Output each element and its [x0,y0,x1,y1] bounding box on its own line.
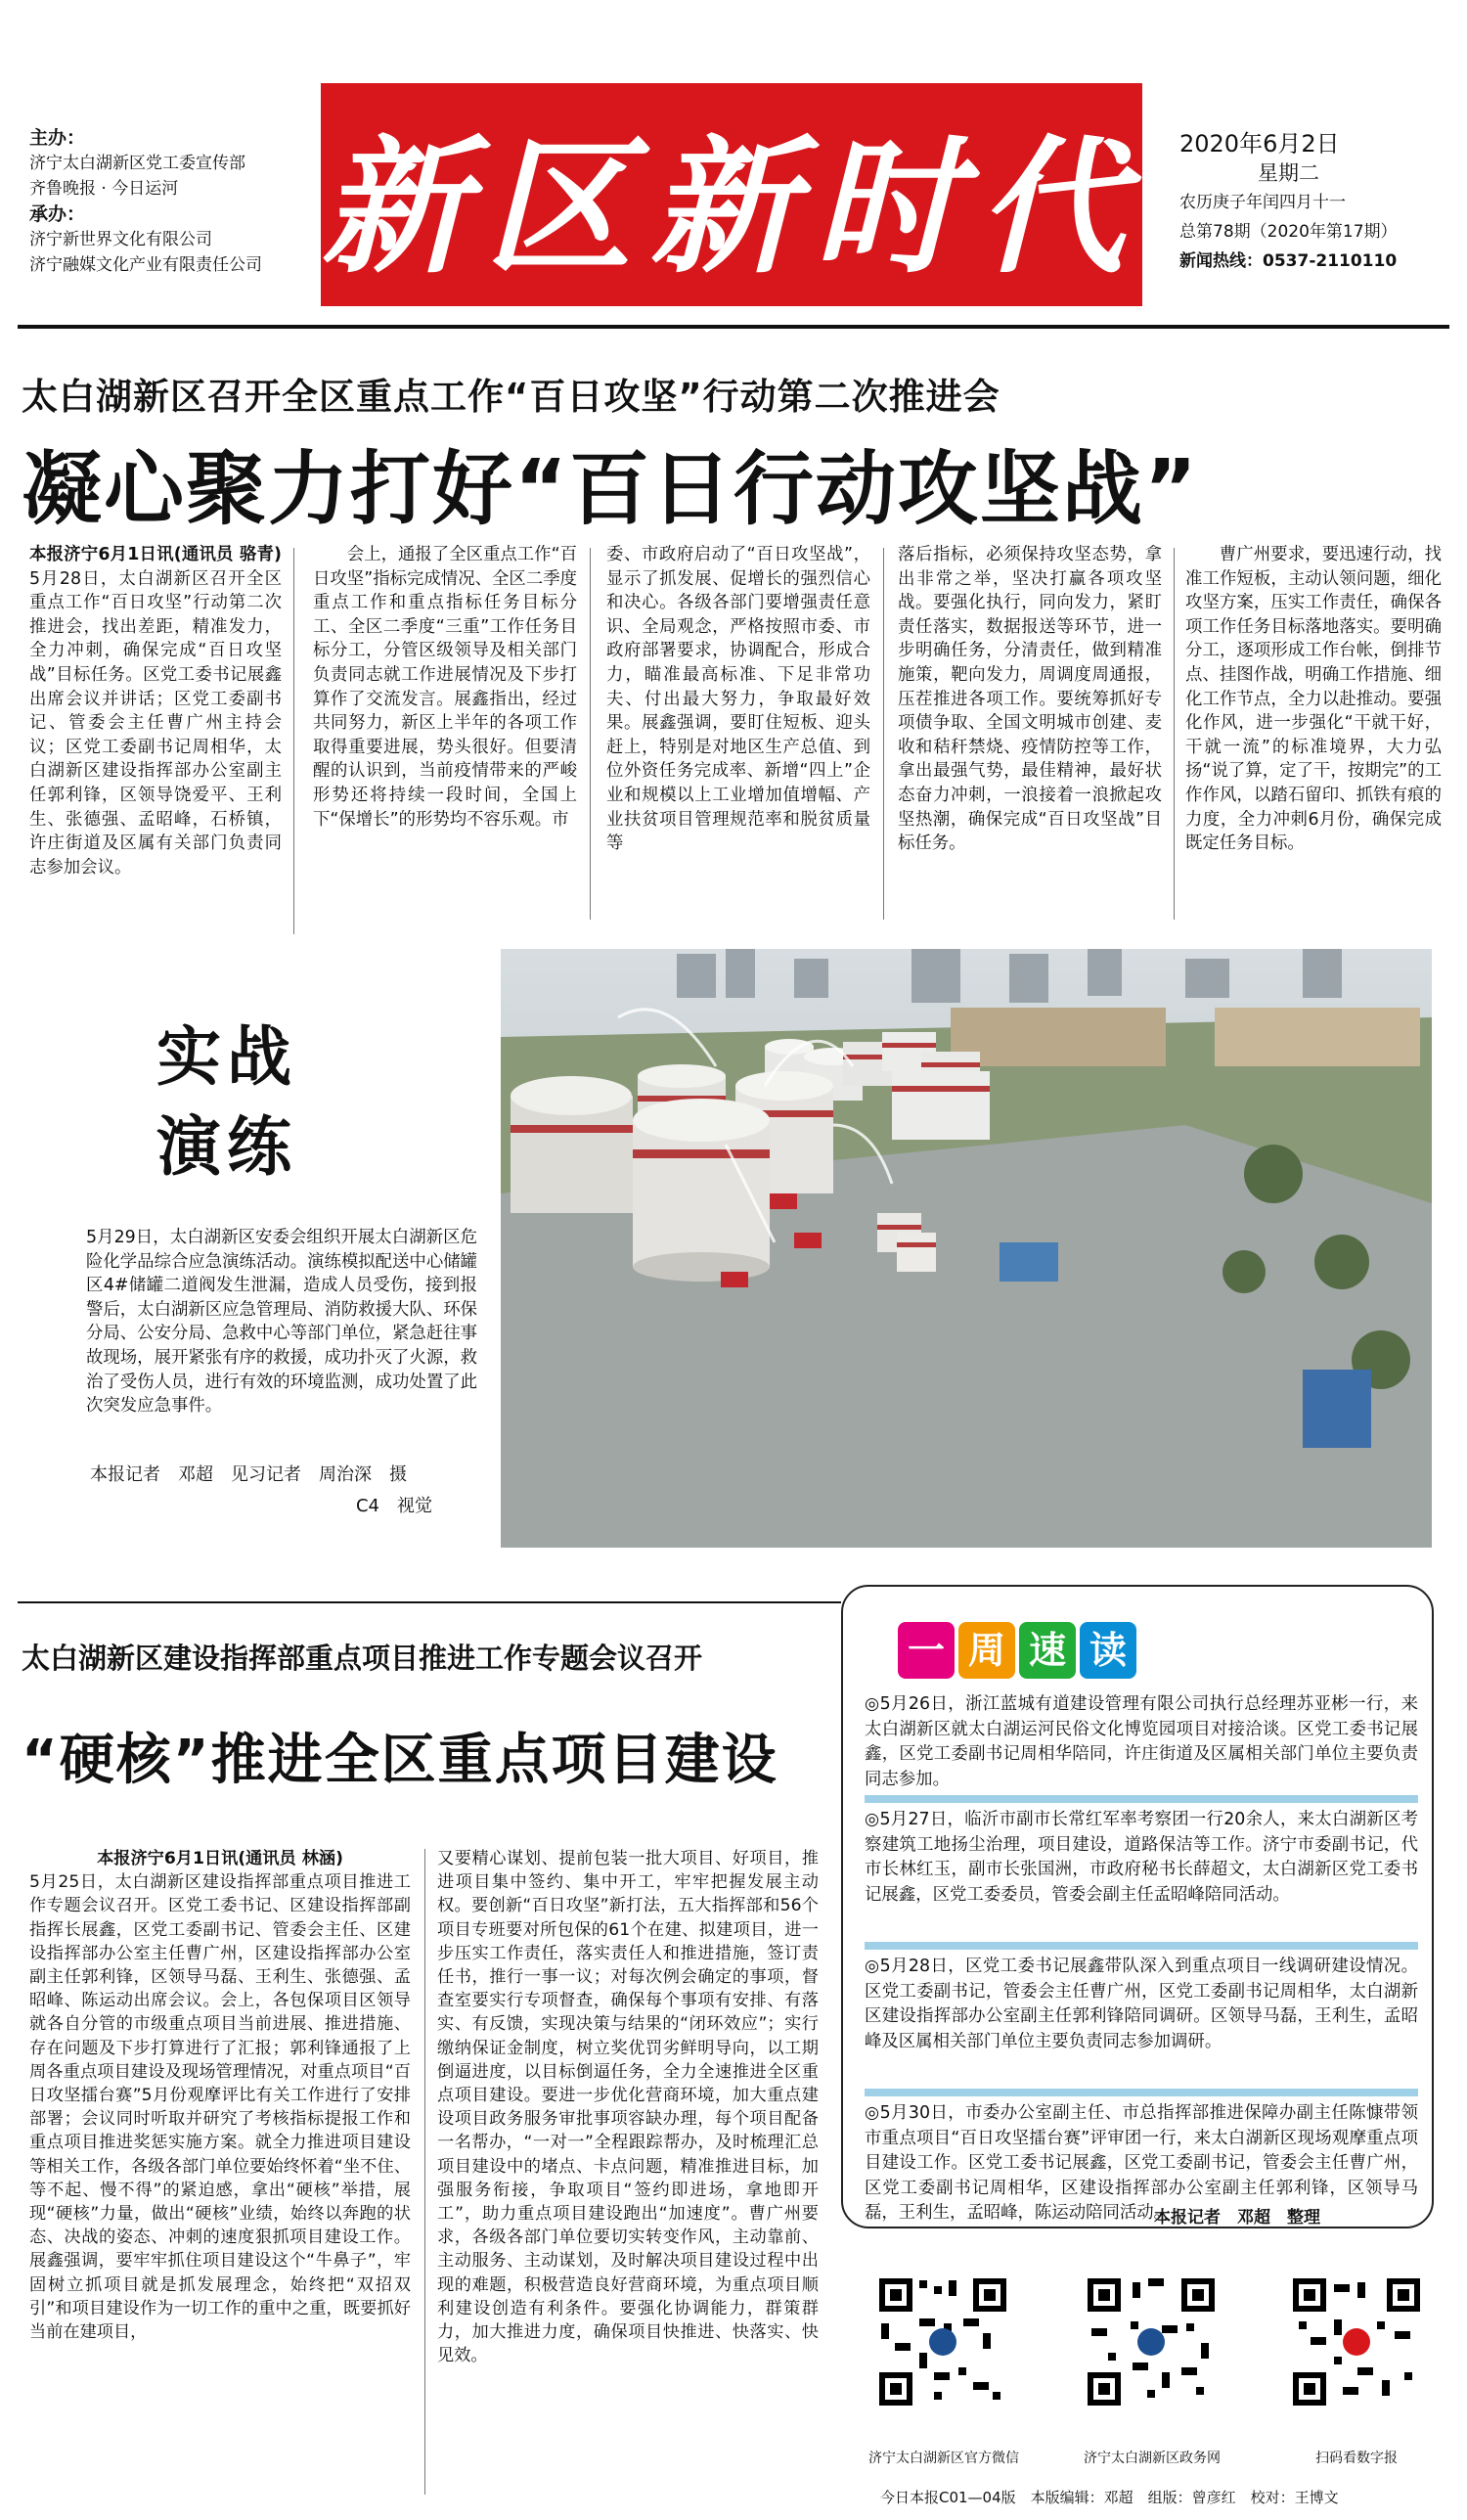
lead-column-5: 曹广州要求，要迅速行动，找准工作短板，主动认领问题，细化攻坚方案，压实工作责任，确保各项工作任务目标落地落实。要明确分工，逐项形成工作台帐，倒排节点、挂图作战，明确工作措施、细化工作节点，全力以赴推动。要强化作风，进一步强化“干就干好，干就一流”的标准境界，大力弘扬“说了算，定了干，按期完”的工作作风，以踏石留印、抓铁有痕的力度，全力冲刺6月份，确保完成既定任务目标。 [1185,545,1442,854]
issue-number: 总第78期（2020年第17期） [1179,222,1398,242]
visual-credit: C4 视觉 [355,1496,432,1516]
second-byline: 本报济宁6月1日讯(通讯员 林涵) [97,1849,343,1868]
digest-item: ◎5月27日，临沂市副市长常红军率考察团一行20余人，来太白湖新区考察建筑工地扬尘治理，项目建设，道路保洁等工作。济宁市委副书记，代市长林红玉，副市长张国洲，市政府秘书长薛超文，太白湖新区党工委书记展鑫，区党工委委员，管委会副主任孟昭峰陪同活动。 [865,1810,1418,1905]
operator-line: 济宁新世界文化有限公司 [29,230,212,249]
second-text: 5月25日，太白湖新区建设指挥部重点项目推进工作专题会议召开。区党工委书记、区建设指挥部副指挥长展鑫，区党工委副书记、管委会主任、区建设指挥部办公室主任曹广州，区建设指挥部办公室副主任郭利锋，区领导马磊、王利生、张德强、孟昭峰、陈运动出席会议。会上，各包保项目区领导就各自分管的市级重点项目当前进展、推进措施、存在问题及下步打算进行了汇报；郭利锋通报了上周各重点项目建设及现场管理情况，对重点项目“百日攻坚擂台赛”5月份观摩评比有关工作进行了安排部署；会议同时听取并研究了考核指标提报工作和重点项目推进奖惩实施方案。就全力推进项目建设等相关工作，各级各部门单位要始终怀着“坐不住、等不起、慢不得”的紧迫感，拿出“硬核”举措，展现“硬核”力量，做出“硬核”业绩，始终以奔跑的状态、决战的姿态、冲刺的速度狠抓项目建设工作。展鑫强调，要牢牢抓住项目建设这个“牛鼻子”，牢固树立抓项目就是抓发展理念，始终把“双招双引”和项目建设作为一切工作的重中之重，既要抓好当前在建项目， [29,1872,411,2343]
footer-credits: 今日本报C01—04版 本版编辑：邓超 组版：曾彦红 校对：王博文 [880,2489,1339,2506]
lead-column-3: 委、市政府启动了“百日攻坚战”，显示了抓发展、促增长的强烈信心和决心。各级各部门要增强责任意识、全局观念，严格按照市委、市政府部署要求，协调配合，形成合力，瞄准最高标准、下足非常功夫、付出最大努力，争取最好效果。展鑫强调，要盯住短板、迎头赶上，特别是对地区生产总值、到位外资任务完成率、新增“四上”企业和规模以上工业增加值增幅、产业扶贫项目管理规范率和脱贫质量等 [606,545,870,854]
sponsor-info [29,125,323,278]
host-line: 济宁太白湖新区党工委宣传部 [29,154,245,173]
digest-credit: 本报记者 邓超 整理 [1154,2208,1320,2228]
qr-code-icon [875,2274,1010,2409]
column-divider [293,548,294,934]
masthead [321,83,1142,306]
digest-item: ◎5月30日，市委办公室副主任、市总指挥部推进保障办副主任陈慷带领市重点项目“百日攻坚擂台赛”评审团一行，来太白湖新区现场观摩重点项目建设工作。区党工委书记展鑫，区党工委副书记，管委会主任曹广州，区党工委副书记周相华，区建设指挥部办公室副主任郭利锋，区领导马磊，王利生，孟昭峰，陈运动陪同活动。 [865,2103,1418,2223]
digest-separator [865,1942,1418,1950]
issue-weekday: 星期二 [1258,161,1319,185]
header-rule [18,325,1449,329]
masthead-title: 新区新时代 [321,121,1143,293]
host-line: 齐鲁晚报 · 今日运河 [29,179,179,199]
news-hotline: 新闻热线：0537-2110110 [1179,251,1398,271]
qr-code-epaper[interactable] [1289,2274,1424,2409]
column-divider [424,1849,425,2495]
qr-code-icon [1289,2274,1424,2409]
photo-credit: 本报记者 邓超 见习记者 周治深 摄 [90,1464,407,1485]
lead-kicker: 太白湖新区召开全区重点工作“百日攻坚”行动第二次推进会 [22,376,1000,418]
operator-label: 承办： [29,203,86,225]
drill-credit [90,1460,471,1522]
badge-char: 速 [1019,1622,1076,1679]
oil-tank-drill-illustration [501,949,1432,1548]
second-kicker: 太白湖新区建设指挥部重点项目推进工作专题会议召开 [22,1642,703,1675]
lead-column-1 [29,543,282,879]
column-divider [590,548,591,920]
weekly-digest-badge [898,1614,1140,1687]
lead-text: 5月28日，太白湖新区召开全区重点工作“百日攻坚”行动第二次推进会，找出差距，精准发力，全力冲刺，确保完成“百日攻坚战”目标任务。区党工委书记展鑫出席会议并讲话；区党工委副书记、管委会主任曹广州主持会议；区党工委副书记周相华，太白湖新区建设指挥部办公室副主任郭利锋，区领导饶爱平、王利生、张德强、孟昭峰，石桥镇，许庄街道及区属有关部门负责同志参加会议。 [29,568,282,878]
host-label: 主办： [29,127,86,149]
drill-title-line: 演练 [156,1109,297,1185]
drill-caption: 5月29日，太白湖新区安委会组织开展太白湖新区危险化学品综合应急演练活动。演练模拟配送中心储罐区4#储罐二道阀发生泄漏，造成人员受伤，接到报警后，太白湖新区应急管理局、消防救援大队、环保分局、公安分局、急救中心等部门单位，紧急赶往事故现场，展开紧张有序的救援，成功扑灭了火源，救治了受伤人员，进行有效的环境监测，成功处置了此次突发应急事件。 [86,1228,477,1417]
operator-line: 济宁融媒文化产业有限责任公司 [29,255,262,275]
drill-title [156,1012,297,1192]
badge-char: 周 [958,1622,1015,1679]
digest-separator [865,2089,1418,2096]
qr-caption: 扫码看数字报 [1315,2451,1398,2466]
issue-date: 2020年6月2日 [1179,130,1340,158]
second-column-2: 又要精心谋划、提前包装一批大项目、好项目，推进项目集中签约、集中开工，牢牢把握发展主动权。要创新“百日攻坚”新打法，五大指挥部和56个项目专班要对所包保的61个在建、拟建项目，进一步压实工作责任，落实责任人和推进措施，签订责任书，推行一事一议；对每次例会确定的事项，督查室要实行专项督查，确保每个事项有安排、有落实、有反馈，实现决策与结果的“闭环效应”；实行缴纳保证金制度，树立奖优罚劣鲜明导向，以工期倒逼进度，以目标倒逼任务，全力全速推进全区重点项目建设。要进一步优化营商环境，加大重点建设项目政务服务审批事项容缺办理，每个项目配备一名帮办，“一对一”全程跟踪帮办，及时梳理汇总项目建设中的堵点、卡点问题，精准推进目标，加强服务衔接，争取项目“签约即进场，拿地即开工”，助力重点项目建设跑出“加速度”。曹广州要求，各级各部门单位要切实转变作风，主动靠前、主动服务、主动谋划，及时解决项目建设过程中出现的难题，积极营造良好营商环境，为重点项目顺利建设创造有利条件。要强化协调能力，群策群力，加大推进力度，确保项目快推进、快落实、快见效。 [437,1849,819,2366]
qr-code-wechat[interactable] [875,2274,1010,2409]
digest-separator [865,1795,1418,1803]
column-divider [883,548,884,920]
digest-item: ◎5月26日，浙江蓝城有道建设管理有限公司执行总经理苏亚彬一行，来太白湖新区就太白湖运河民俗文化博览园项目对接洽谈。区党工委书记展鑫，区党工委副书记周相华陪同，许庄街道及区属相关部门单位主要负责同志参加。 [865,1694,1418,1789]
section-rule [18,1601,841,1603]
qr-code-gov[interactable] [1084,2274,1219,2409]
lead-headline: 凝心聚力打好“百日行动攻坚战” [22,443,1199,536]
lead-column-4: 落后指标，必须保持攻坚态势，拿出非常之举，坚决打赢各项攻坚战。要强化执行，同向发力，紧盯责任落实，数据报送等环节，进一步明确任务，分清责任，做到精准施策，靶向发力，周调度周通报，压茬推进各项工作。要统筹抓好专项债争取、全国文明城市创建、麦收和秸秆禁烧、疫情防控等工作，拿出最强气势，最佳精神，最好状态奋力冲刺，一浪接着一浪掀起攻坚热潮，确保完成“百日攻坚战”目标任务。 [898,545,1162,854]
lunar-date: 农历庚子年闰四月十一 [1179,193,1346,212]
second-column-1 [29,1847,411,2344]
qr-caption: 济宁太白湖新区官方微信 [868,2451,1019,2466]
issue-info [1179,129,1453,276]
qr-code-icon [1084,2274,1219,2409]
digest-item: ◎5月28日，区党工委书记展鑫带队深入到重点项目一线调研建设情况。区党工委副书记，管委会主任曹广州，区党工委副书记周相华，太白湖新区建设指挥部办公室副主任郭利锋陪同调研。区领导马磊，王利生，孟昭峰及区属相关部门单位主要负责同志参加调研。 [865,1957,1418,2051]
badge-char: 读 [1080,1622,1136,1679]
drill-photo [501,949,1432,1548]
badge-char: 一 [898,1622,955,1679]
lead-column-2: 会上，通报了全区重点工作“百日攻坚”指标完成情况、全区二季度重点工作和重点指标任务目标分工、全区二季度“三重”工作任务目标分工，分管区级领导及相关部门负责同志就工作进展情况及下步打算作了交流发言。展鑫指出，经过共同努力，新区上半年的各项工作取得重要进展，势头很好。但要清醒的认识到，当前疫情带来的严峻形势还将持续一段时间，全国上下“保增长”的形势均不容乐观。市 [313,545,577,830]
second-headline: “硬核”推进全区重点项目建设 [22,1729,778,1792]
qr-caption: 济宁太白湖新区政务网 [1084,2451,1221,2466]
lead-byline: 本报济宁6月1日讯(通讯员 骆青) [29,545,282,564]
column-divider [1174,548,1175,920]
drill-title-line: 实战 [156,1019,297,1095]
